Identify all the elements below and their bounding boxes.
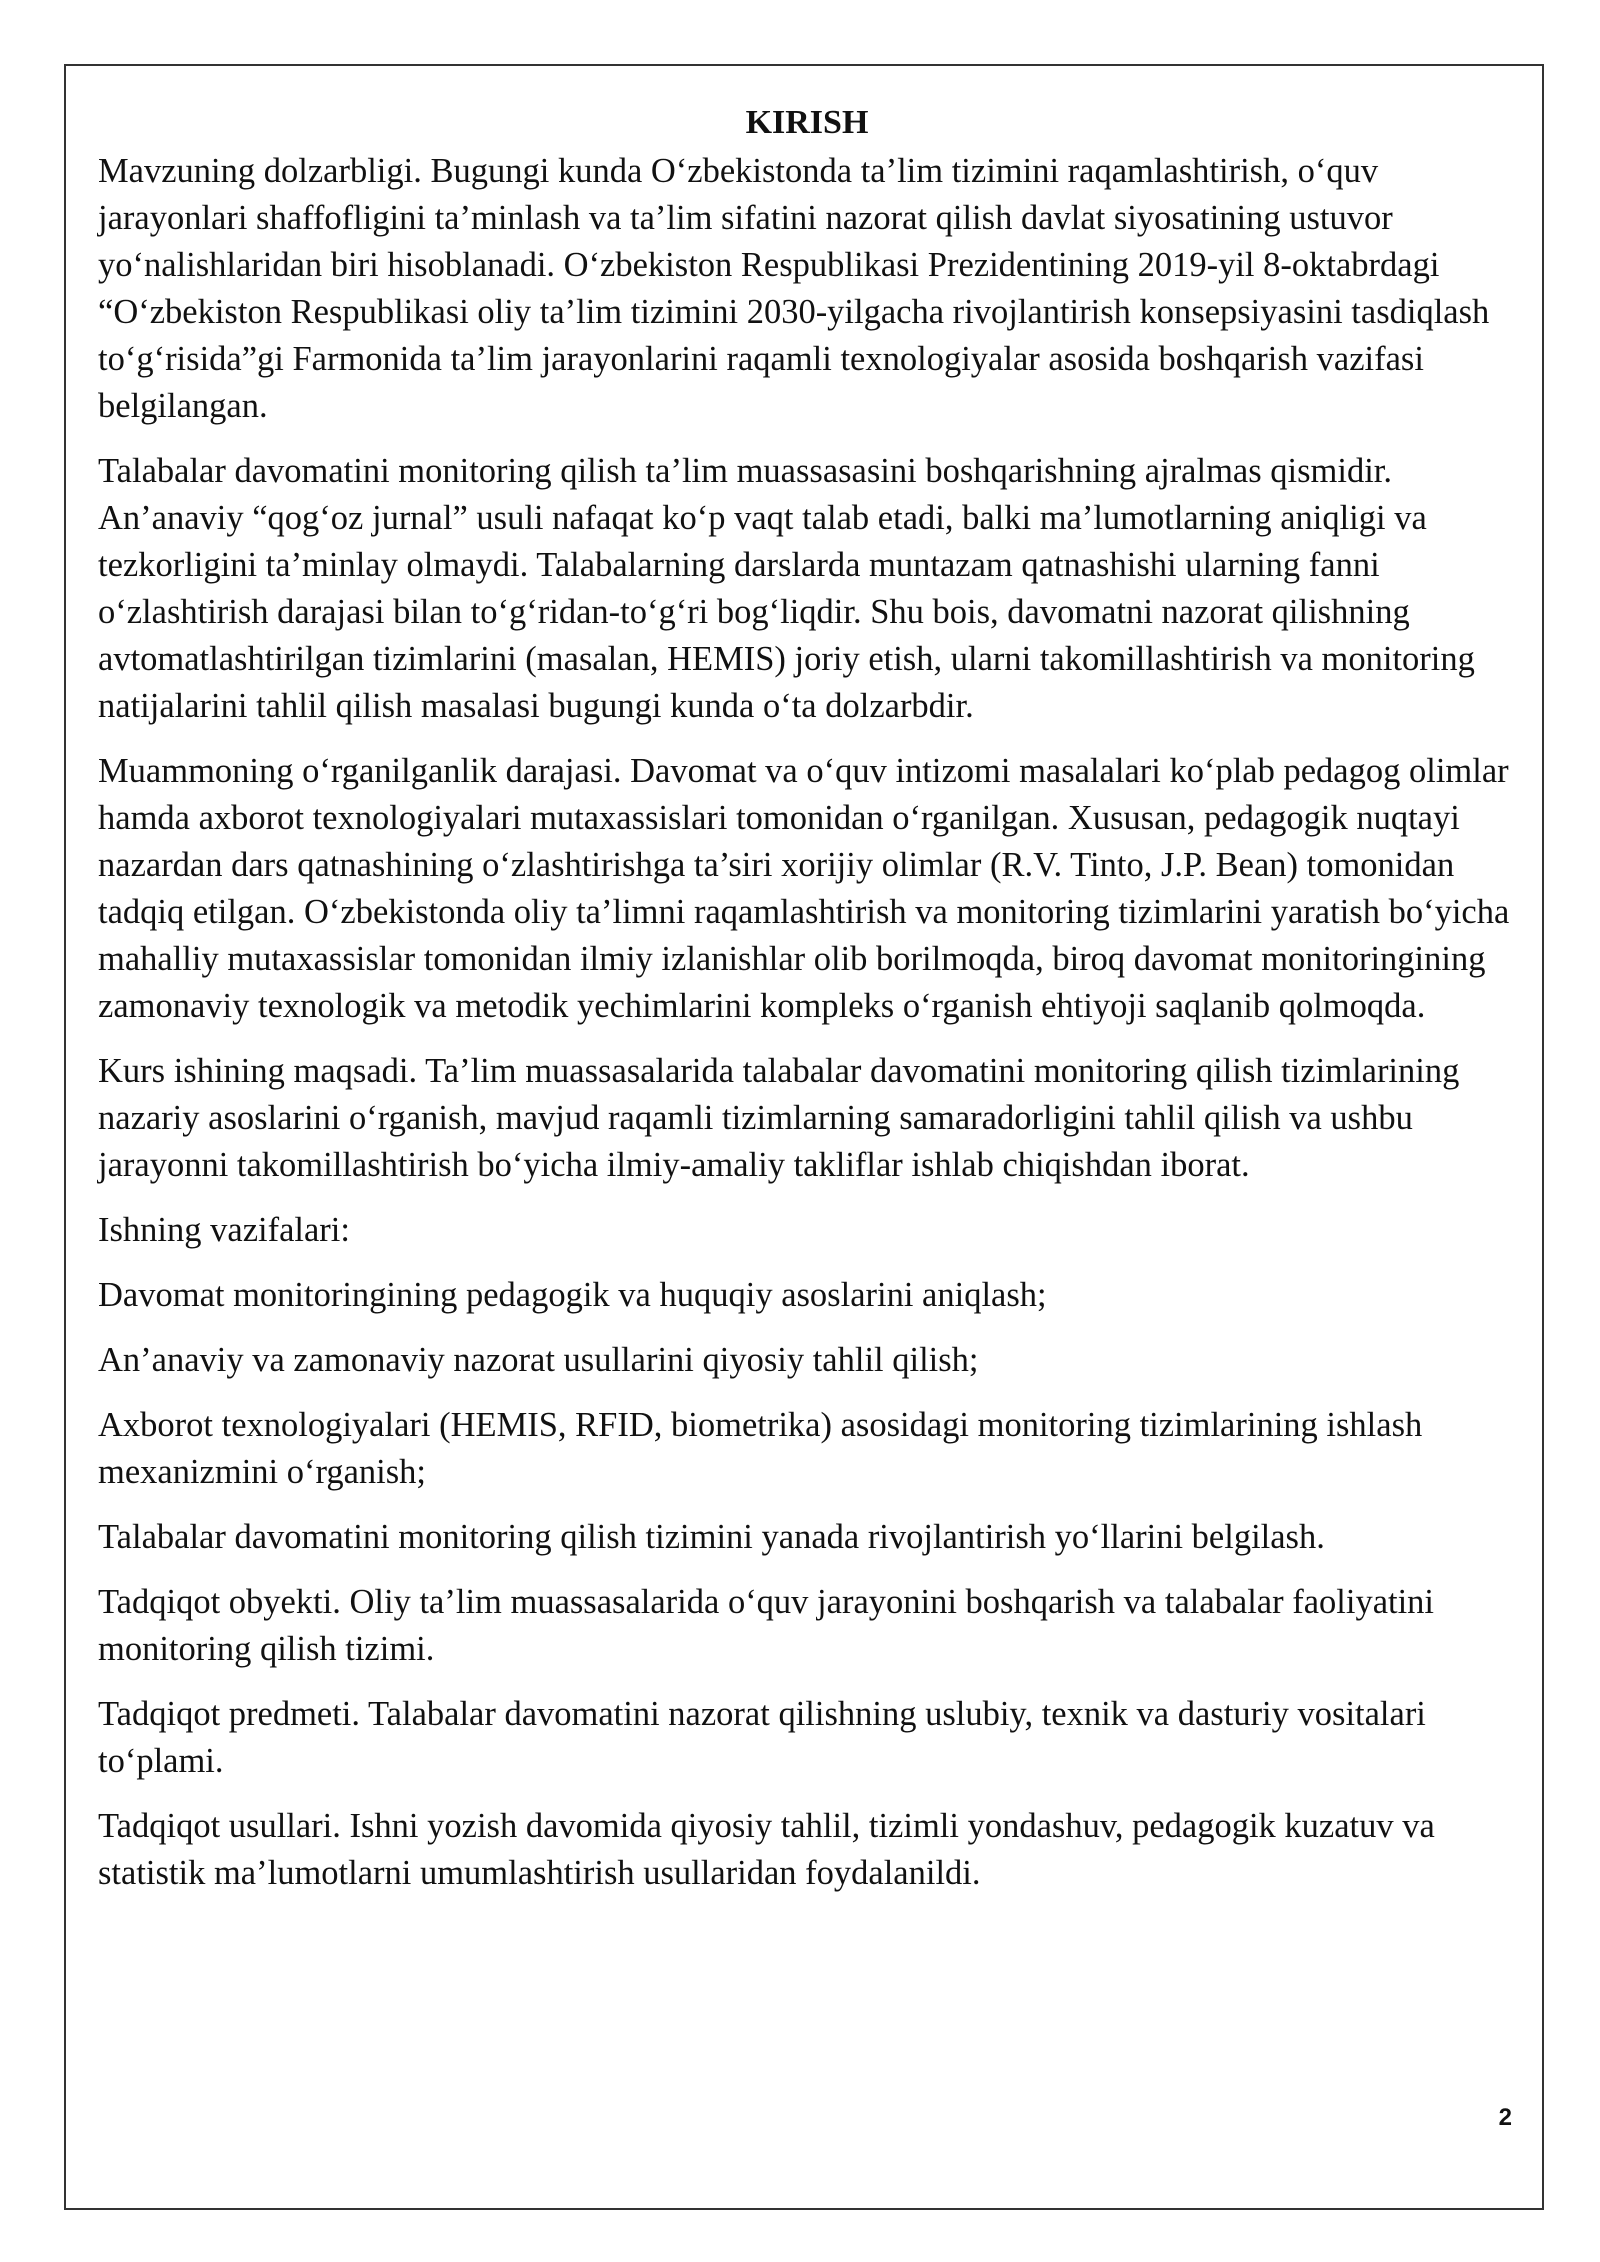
paragraph-research-subject: Tadqiqot predmeti. Talabalar davomatini nazorat qilishning uslubiy, texnik va dasturiy vositalari to‘plami. [98,1695,1426,1780]
paragraph-research-methods: Tadqiqot usullari. Ishni yozish davomida qiyosiy tahlil, tizimli yondashuv, pedagogik kuzatuv va statistik ma’lumotlarni umumlashtirish usullaridan foydalanildi. [98,1807,1435,1892]
paragraph-goal: Kurs ishining maqsadi. Ta’lim muassasalarida talabalar davomatini monitoring qilish tizimlarining nazariy asoslarini o‘rganish, mavjud raqamli tizimlarning samaradorligini tahlil qilish va ushbu jarayonni takomillashtirish bo‘yicha ilmiy-amaliy takliflar ishlab chiqishdan iborat. [98,1052,1460,1184]
document-title: KIRISH [745,104,869,141]
paragraph-attendance-monitoring: Talabalar davomatini monitoring qilish ta’lim muassasasini boshqarishning ajralmas qismidir. An’anaviy “qog‘oz jurnal” usuli nafaqat ko‘p vaqt talab etadi, balki ma’lumotlarning aniqligi va tezkorligini ta’minlay olmaydi. Talabalarning darslarda muntazam qatnashishi ularning fanni o‘zlashtirish darajasi bilan to‘g‘ridan-to‘g‘ri bog‘liqdir. Shu bois, davomatni nazorat qilishning avtomatlashtirilgan tizimlarini (masalan, HEMIS) joriy etish, ularni takomillashtirish va monitoring natijalarini tahlil qilish masalasi bugungi kunda o‘ta dolzarbdir. [98,452,1475,725]
paragraph-tasks-heading: Ishning vazifalari: [98,1211,350,1249]
paragraph-research-level: Muammoning o‘rganilganlik darajasi. Davomat va o‘quv intizomi masalalari ko‘plab pedagog olimlar hamda axborot texnologiyalari mutaxassislari tomonidan o‘rganilgan. Xususan, pedagogik nuqtayi nazardan dars qatnashining o‘zlashtirishga ta’siri xorijiy olimlar (R.V. Tinto, J.P. Bean) tomonidan tadqiq etilgan. O‘zbekistonda oliy ta’limni raqamlashtirish va monitoring tizimlarini yaratish bo‘yicha mahalliy mutaxassislar tomonidan ilmiy izlanishlar olib borilmoqda, biroq davomat monitoringining zamonaviy texnologik va metodik yechimlarini kompleks o‘rganish ehtiyoji saqlanib qolmoqda. [98,752,1510,1025]
page-content [98,100,1516,1915]
paragraph-task-3: Axborot texnologiyalari (HEMIS, RFID, biometrika) asosidagi monitoring tizimlarining ishlash mexanizmini o‘rganish; [98,1406,1423,1491]
paragraph-task-1: Davomat monitoringining pedagogik va huquqiy asoslarini aniqlash; [98,1276,1047,1314]
page-frame [64,64,1544,2210]
paragraph-research-object: Tadqiqot obyekti. Oliy ta’lim muassasalarida o‘quv jarayonini boshqarish va talabalar faoliyatini monitoring qilish tizimi. [98,1583,1435,1668]
paragraph-task-2: An’anaviy va zamonaviy nazorat usullarini qiyosiy tahlil qilish; [98,1341,979,1379]
paragraph-relevance: Mavzuning dolzarbligi. Bugungi kunda O‘zbekistonda ta’lim tizimini raqamlashtirish, o‘quv jarayonlari shaffofligini ta’minlash va ta’lim sifatini nazorat qilish davlat siyosatining ustuvor yo‘nalishlaridan biri hisoblanadi. O‘zbekiston Respublikasi Prezidentining 2019-yil 8-oktabrdagi “O‘zbekiston Respublikasi oliy ta’lim tizimini 2030-yilgacha rivojlantirish konsepsiyasini tasdiqlash to‘g‘risida”gi Farmonida ta’lim jarayonlarini raqamli texnologiyalar asosida boshqarish vazifasi belgilangan. [98,152,1490,425]
paragraph-task-4: Talabalar davomatini monitoring qilish tizimini yanada rivojlantirish yo‘llarini belgilash. [98,1518,1325,1556]
page-number: 2 [1498,2104,1512,2131]
